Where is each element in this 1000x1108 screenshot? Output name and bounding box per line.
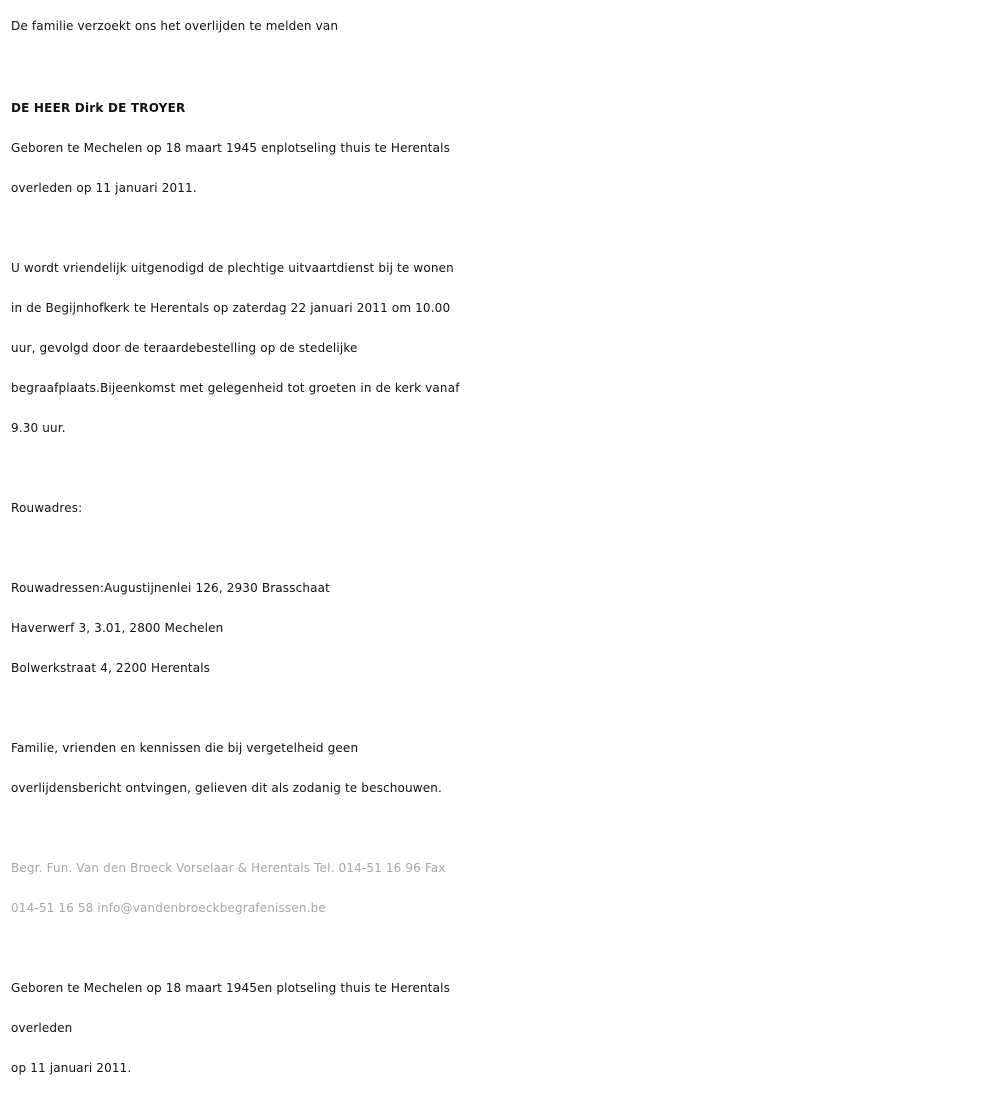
spacer — [11, 448, 990, 488]
paragraph-line: U wordt vriendelijk uitgenodigd de plechtige uitvaartdienst bij te wonen — [11, 261, 454, 275]
notice-paragraph — [11, 728, 990, 808]
spacer — [11, 528, 990, 568]
spacer — [11, 808, 990, 848]
rouwadres-label: Rouwadres: — [11, 501, 83, 515]
deceased-name-heading: DE HEER Dirk DE TROYER — [11, 101, 186, 115]
paragraph-line: Geboren te Mechelen op 18 maart 1945en plotseling thuis te Herentals — [11, 981, 450, 995]
funeral-home-info — [11, 848, 990, 928]
spacer — [11, 208, 990, 248]
invitation-paragraph — [11, 248, 990, 448]
intro-text: De familie verzoekt ons het overlijden te melden van — [11, 19, 339, 33]
paragraph-line: 9.30 uur. — [11, 421, 66, 435]
funeral-home-line: Begr. Fun. Van den Broeck Vorselaar & Herentals Tel. 014-51 16 96 Fax — [11, 861, 446, 875]
paragraph-line: Geboren te Mechelen op 18 maart 1945 enplotseling thuis te Herentals — [11, 141, 450, 155]
spacer — [11, 688, 990, 728]
paragraph-line: in de Begijnhofkerk te Herentals op zaterdag 22 januari 2011 om 10.00 — [11, 301, 451, 315]
birth-death-repeat-paragraph — [11, 968, 990, 1088]
paragraph-line: overlijdensbericht ontvingen, gelieven dit als zodanig te beschouwen. — [11, 781, 442, 795]
paragraph-line: Familie, vrienden en kennissen die bij vergetelheid geen — [11, 741, 359, 755]
address-line: Bolwerkstraat 4, 2200 Herentals — [11, 661, 211, 675]
birth-death-paragraph — [11, 128, 990, 208]
addresses-block — [11, 568, 990, 688]
paragraph-line: begraafplaats.Bijeenkomst met gelegenheid tot groeten in de kerk vanaf — [11, 381, 460, 395]
paragraph-line: overleden — [11, 1021, 73, 1035]
paragraph-line: overleden op 11 januari 2011. — [11, 181, 197, 195]
spacer — [11, 928, 990, 968]
address-line: Rouwadressen:Augustijnenlei 126, 2930 Brasschaat — [11, 581, 330, 595]
address-line: Haverwerf 3, 3.01, 2800 Mechelen — [11, 621, 224, 635]
funeral-home-line: 014-51 16 58 info@vandenbroeckbegrafenissen.be — [11, 901, 326, 915]
paragraph-line: op 11 januari 2011. — [11, 1061, 132, 1075]
paragraph-line: uur, gevolgd door de teraardebestelling op de stedelijke — [11, 341, 358, 355]
